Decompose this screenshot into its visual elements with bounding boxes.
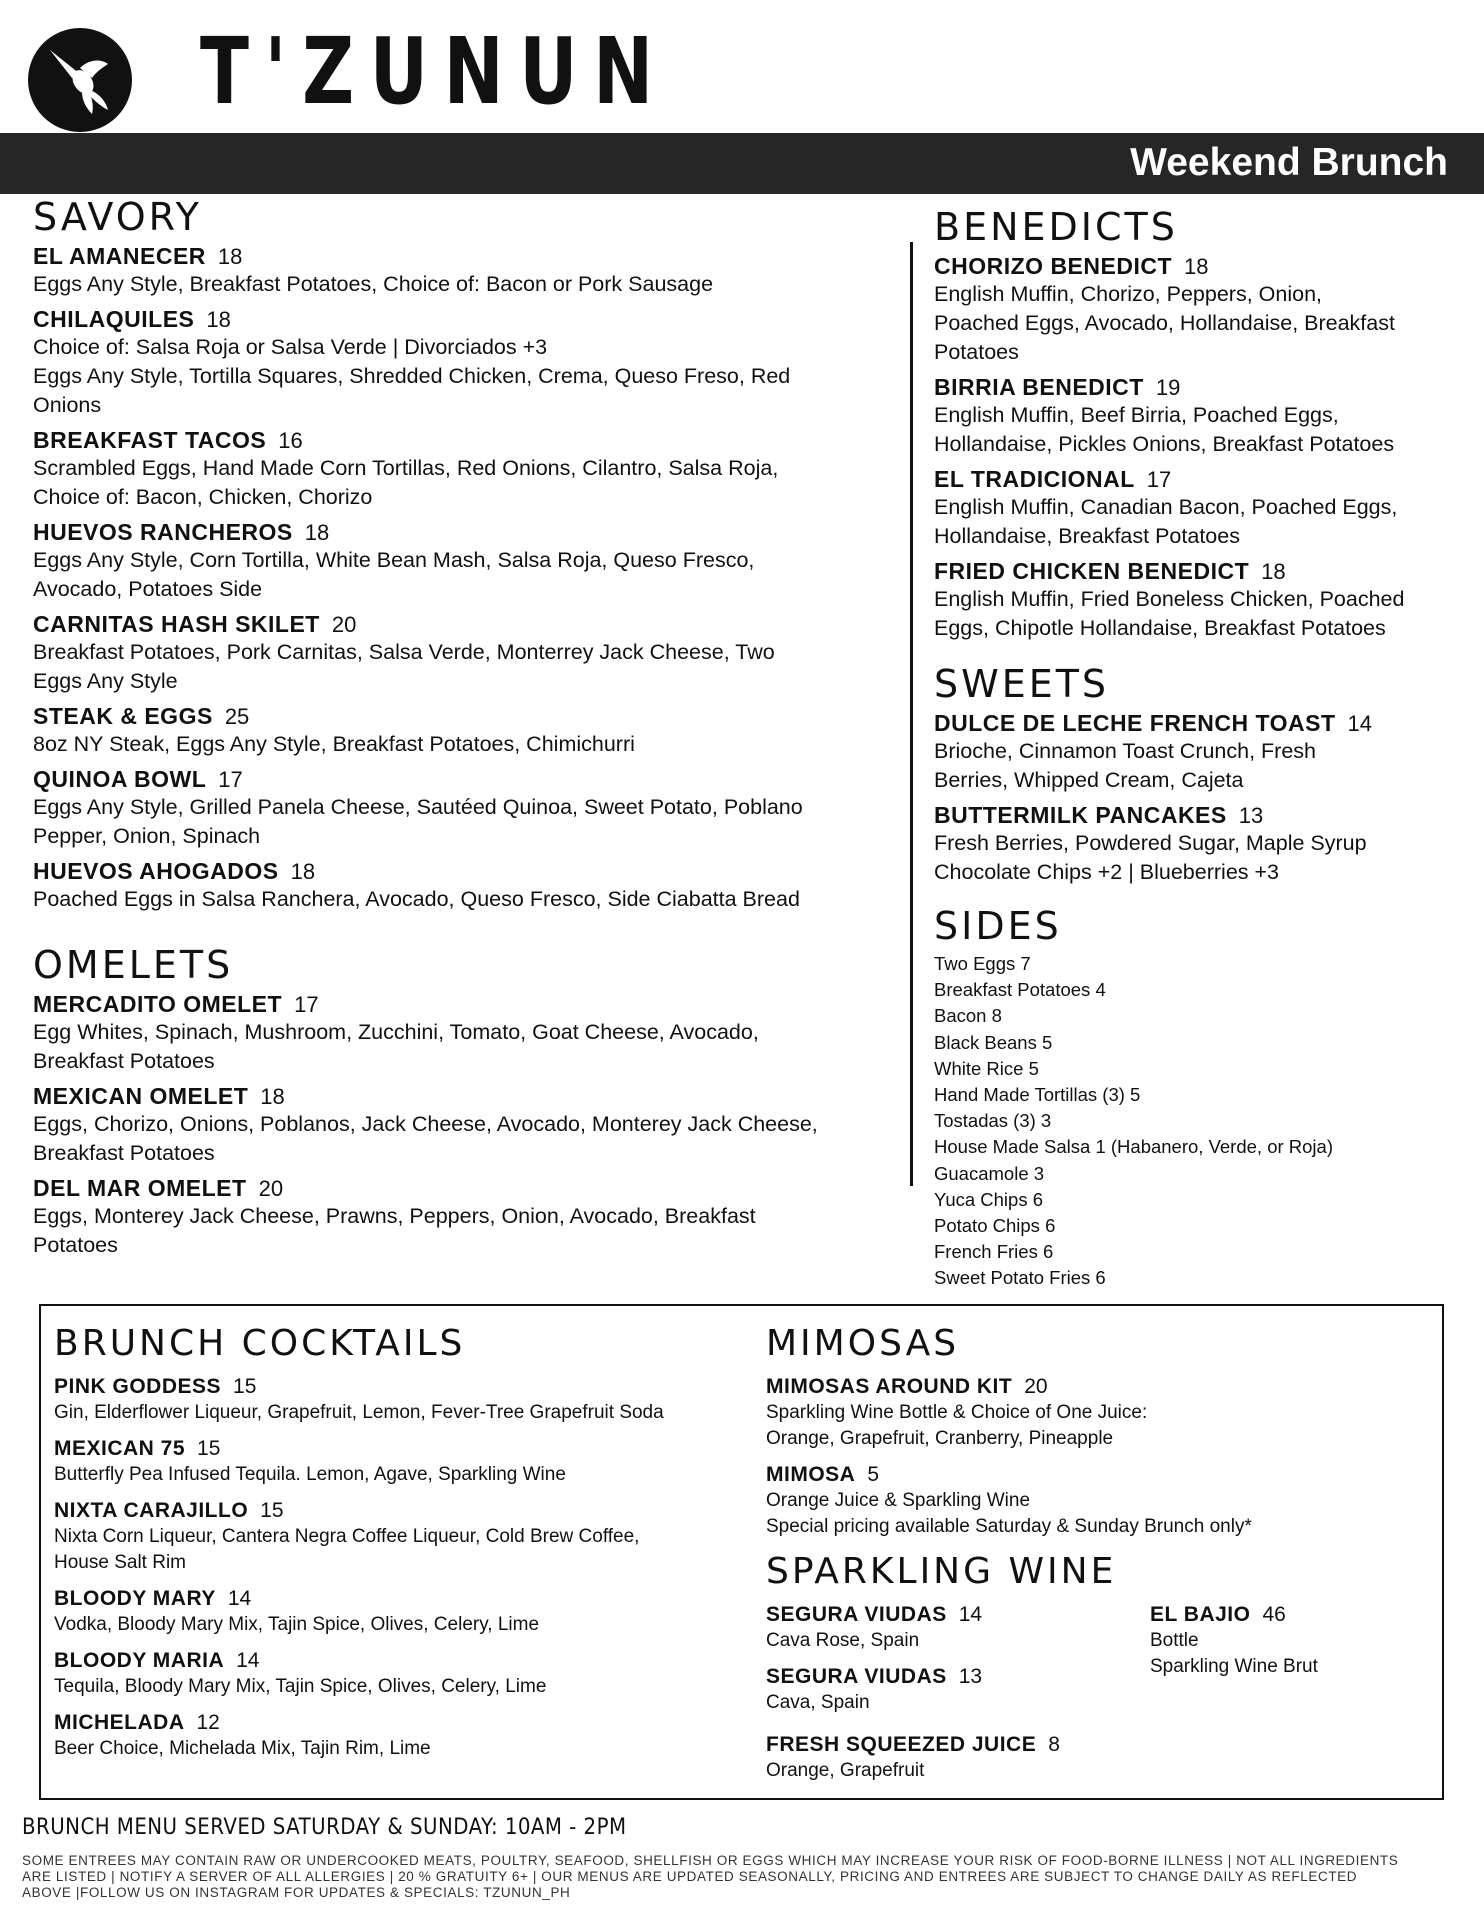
- menu-item: [766, 1462, 1426, 1540]
- menu-item: [54, 1498, 754, 1576]
- menu-item-price: 19: [1155, 375, 1181, 400]
- menu-item-price: 8: [1048, 1733, 1060, 1756]
- menu-item-description: Orange, Grapefruit, Cranberry, Pineapple: [766, 1428, 1114, 1449]
- menu-item: [33, 765, 903, 851]
- menu-item: [33, 518, 903, 604]
- menu-item: [33, 610, 903, 696]
- menu-item-price: 13: [958, 1665, 983, 1688]
- menu-item-header: [1150, 1602, 1410, 1628]
- menu-item-name: MEXICAN 75: [54, 1437, 186, 1460]
- sparkling-left-list: [766, 1602, 1150, 1726]
- menu-item-description: Choice of: Bacon, Chicken, Chorizo: [33, 485, 373, 509]
- side-item: Black Beans 5: [934, 1031, 1053, 1053]
- right-column: [934, 206, 1474, 1292]
- menu-item: [934, 252, 1474, 367]
- menu-item-name: HUEVOS RANCHEROS: [33, 519, 293, 545]
- menu-item-name: FRESH SQUEEZED JUICE: [766, 1733, 1037, 1756]
- menu-item: [766, 1602, 1150, 1654]
- menu-item: [33, 990, 903, 1076]
- menu-item-description: Sparkling Wine Brut: [1150, 1656, 1318, 1677]
- menu-item-description: Hollandaise, Pickles Onions, Breakfast Potatoes: [934, 432, 1395, 456]
- menu-item-description: Orange, Grapefruit: [766, 1760, 925, 1781]
- menu-item-name: BREAKFAST TACOS: [33, 427, 267, 453]
- menu-item: [934, 709, 1474, 795]
- menu-item-description: English Muffin, Canadian Bacon, Poached Eggs,: [934, 495, 1398, 519]
- menu-item-price: 18: [217, 244, 243, 269]
- menu-item-price: 20: [331, 612, 357, 637]
- menu-item: [33, 242, 903, 299]
- menu-item-description: Hollandaise, Breakfast Potatoes: [934, 524, 1240, 548]
- menu-item-name: FRIED CHICKEN BENEDICT: [934, 558, 1250, 584]
- menu-item-header: [766, 1462, 1426, 1488]
- menu-item-price: 18: [290, 859, 316, 884]
- side-item: House Made Salsa 1 (Habanero, Verde, or Roja): [934, 1136, 1333, 1158]
- menu-item-header: [766, 1732, 1426, 1758]
- menu-item-name: QUINOA BOWL: [33, 766, 207, 792]
- menu-item-description: Gin, Elderflower Liqueur, Grapefruit, Lemon, Fever-Tree Grapefruit Soda: [54, 1402, 664, 1423]
- menu-item-description: English Muffin, Beef Birria, Poached Eggs,: [934, 403, 1339, 427]
- menu-item-name: BLOODY MARIA: [54, 1649, 225, 1672]
- side-item: Tostadas (3) 3: [934, 1110, 1052, 1132]
- menu-item-name: CHILAQUILES: [33, 306, 195, 332]
- menu-item-name: MIMOSAS AROUND KIT: [766, 1375, 1013, 1398]
- fine-print-line: SOME ENTREES MAY CONTAIN RAW OR UNDERCOOKED MEATS, POULTRY, SEAFOOD, SHELLFISH OR EGGS WHICH MAY INCREASE YOUR RISK OF FOOD-BORNE ILLNESS | NOT ALL INGREDIENTS: [22, 1853, 1399, 1868]
- section-title-savory: SAVORY: [33, 195, 202, 239]
- menu-item-header: [33, 857, 903, 885]
- menu-item: [54, 1710, 754, 1762]
- menu-item: [33, 702, 903, 759]
- menu-item-header: [54, 1498, 754, 1524]
- menu-item: [766, 1374, 1426, 1452]
- menu-item-description: Beer Choice, Michelada Mix, Tajin Rim, Lime: [54, 1738, 431, 1759]
- menu-item-header: [33, 305, 903, 333]
- wine-column: [766, 1322, 1426, 1784]
- section-title-benedicts: BENEDICTS: [934, 205, 1178, 249]
- menu-item-price: 14: [227, 1587, 252, 1610]
- column-divider: [910, 242, 913, 1186]
- menu-item-price: 18: [260, 1084, 285, 1109]
- menu-item-description: Eggs Any Style, Grilled Panela Cheese, Sautéed Quinoa, Sweet Potato, Poblano: [33, 795, 803, 819]
- menu-item-header: [33, 426, 903, 454]
- menu-item-description: Sparkling Wine Bottle & Choice of One Juice:: [766, 1402, 1148, 1423]
- menu-item-header: [934, 465, 1474, 493]
- savory-list: [33, 242, 903, 914]
- menu-item-name: CHORIZO BENEDICT: [934, 253, 1172, 279]
- fine-print-line: ARE LISTED | NOTIFY A SERVER OF ALL ALLERGIES | 20 % GRATUITY 6+ | OUR MENUS ARE UPDATED SEASONALLY, PRICING AND ENTREES ARE SUBJECT TO CHANGE DAILY AS REFLECTED: [22, 1869, 1358, 1884]
- menu-item-price: 25: [224, 704, 250, 729]
- menu-item-description: Breakfast Potatoes, Pork Carnitas, Salsa Verde, Monterrey Jack Cheese, Two: [33, 640, 775, 664]
- menu-item: [33, 1174, 903, 1260]
- sides-list: [934, 951, 1474, 1292]
- benedicts-list: [934, 252, 1474, 643]
- section-title-cocktails: BRUNCH COCKTAILS: [54, 1323, 466, 1364]
- menu-item-price: 15: [233, 1375, 257, 1398]
- side-item: Two Eggs 7: [934, 953, 1031, 974]
- juice-item: [766, 1732, 1426, 1784]
- menu-item: [934, 465, 1474, 551]
- menu-item-name: HUEVOS AHOGADOS: [33, 858, 279, 884]
- sweets-list: [934, 709, 1474, 887]
- menu-title: Weekend Brunch: [1130, 141, 1448, 184]
- menu-item-description: Choice of: Salsa Roja or Salsa Verde | Divorciados +3: [33, 335, 548, 359]
- menu-item-header: [54, 1710, 754, 1736]
- menu-item-header: [33, 518, 903, 546]
- menu-item-description: Fresh Berries, Powdered Sugar, Maple Syrup: [934, 831, 1367, 855]
- menu-item-header: [934, 801, 1474, 829]
- menu-item-name: STEAK & EGGS: [33, 703, 213, 729]
- menu-item-description: Eggs Any Style, Breakfast Potatoes, Choice of: Bacon or Pork Sausage: [33, 272, 714, 296]
- menu-item-header: [33, 610, 903, 638]
- menu-item-price: 14: [236, 1649, 260, 1672]
- menu-item-price: 17: [1146, 467, 1172, 492]
- menu-item-description: Eggs Any Style, Tortilla Squares, Shredded Chicken, Crema, Queso Freso, Red: [33, 364, 791, 388]
- menu-item-description: House Salt Rim: [54, 1552, 186, 1573]
- menu-item: [54, 1436, 754, 1488]
- menu-item: [33, 305, 903, 420]
- menu-item: [54, 1586, 754, 1638]
- menu-item-description: Nixta Corn Liqueur, Cantera Negra Coffee Liqueur, Cold Brew Coffee,: [54, 1526, 640, 1547]
- menu-item-price: 5: [867, 1463, 880, 1486]
- menu-item-name: EL TRADICIONAL: [934, 466, 1135, 492]
- brand-name: T'ZUNUN: [200, 18, 669, 125]
- menu-item: [33, 1082, 903, 1168]
- menu-item-header: [33, 765, 903, 793]
- menu-item-name: BLOODY MARY: [54, 1587, 216, 1610]
- menu-item-price: 17: [218, 767, 243, 792]
- menu-item: [33, 426, 903, 512]
- menu-item: [54, 1374, 754, 1426]
- menu-item-header: [54, 1436, 754, 1462]
- menu-item-description: Tequila, Bloody Mary Mix, Tajin Spice, Olives, Celery, Lime: [54, 1676, 547, 1697]
- menu-item-description: Eggs, Chorizo, Onions, Poblanos, Jack Cheese, Avocado, Monterey Jack Cheese,: [33, 1112, 818, 1136]
- menu-item-description: Eggs, Monterey Jack Cheese, Prawns, Peppers, Onion, Avocado, Breakfast: [33, 1204, 756, 1228]
- fine-print-line: ABOVE |FOLLOW US ON INSTAGRAM FOR UPDATES & SPECIALS: TZUNUN_PH: [22, 1885, 571, 1900]
- menu-item-name: NIXTA CARAJILLO: [54, 1499, 249, 1522]
- menu-item: [33, 857, 903, 914]
- menu-item-header: [766, 1374, 1426, 1400]
- menu-item-price: 13: [1238, 803, 1264, 828]
- sparkling-right-list: [1150, 1602, 1410, 1726]
- menu-item-description: Eggs, Chipotle Hollandaise, Breakfast Potatoes: [934, 616, 1386, 640]
- menu-item-description: Breakfast Potatoes: [33, 1049, 215, 1073]
- menu-item-description: Cava, Spain: [766, 1692, 870, 1713]
- side-item: Potato Chips 6: [934, 1215, 1056, 1237]
- menu-item-price: 46: [1262, 1603, 1286, 1626]
- section-title-sparkling: SPARKLING WINE: [766, 1551, 1117, 1592]
- serving-hours: BRUNCH MENU SERVED SATURDAY & SUNDAY: 10AM - 2PM: [22, 1815, 627, 1840]
- menu-item-price: 18: [206, 307, 231, 332]
- menu-item-price: 14: [1347, 711, 1373, 736]
- menu-item-header: [934, 373, 1474, 401]
- menu-item-price: 18: [1261, 559, 1286, 584]
- menu-item-description: Butterfly Pea Infused Tequila. Lemon, Agave, Sparkling Wine: [54, 1464, 566, 1485]
- menu-item-name: EL AMANECER: [33, 243, 206, 269]
- menu-item-price: 17: [294, 992, 319, 1017]
- menu-item-name: EL BAJIO: [1150, 1603, 1251, 1626]
- menu-item-header: [54, 1586, 754, 1612]
- menu-item-description: Potatoes: [934, 340, 1019, 364]
- menu-item-description: English Muffin, Chorizo, Peppers, Onion,: [934, 282, 1322, 306]
- mimosas-list: [766, 1374, 1426, 1540]
- menu-item-header: [33, 702, 903, 730]
- side-item: Bacon 8: [934, 1005, 1002, 1027]
- menu-item-price: 20: [258, 1176, 284, 1201]
- side-item: Guacamole 3: [934, 1162, 1045, 1184]
- menu-item-header: [54, 1374, 754, 1400]
- side-item: Sweet Potato Fries 6: [934, 1267, 1106, 1289]
- menu-item-name: SEGURA VIUDAS: [766, 1665, 947, 1688]
- menu-item-price: 16: [278, 428, 303, 453]
- menu-item-description: Egg Whites, Spinach, Mushroom, Zucchini, Tomato, Goat Cheese, Avocado,: [33, 1020, 759, 1044]
- menu-item-name: CARNITAS HASH SKILET: [33, 611, 320, 637]
- menu-item: [934, 557, 1474, 643]
- side-item: Breakfast Potatoes 4: [934, 979, 1106, 1001]
- menu-item: [934, 801, 1474, 887]
- menu-item: [934, 373, 1474, 459]
- cocktails-list: [54, 1374, 754, 1762]
- menu-item-description: Poached Eggs, Avocado, Hollandaise, Breakfast: [934, 311, 1395, 335]
- menu-item: [54, 1648, 754, 1700]
- sparkling-grid: [766, 1602, 1426, 1726]
- section-title-sides: SIDES: [934, 904, 1062, 948]
- menu-item-description: Potatoes: [33, 1233, 118, 1257]
- menu-item-description: English Muffin, Fried Boneless Chicken, Poached: [934, 587, 1405, 611]
- menu-item-description: Vodka, Bloody Mary Mix, Tajin Spice, Olives, Celery, Lime: [54, 1614, 540, 1635]
- left-column: [33, 196, 903, 1266]
- menu-item-name: SEGURA VIUDAS: [766, 1603, 947, 1626]
- menu-item-description: Brioche, Cinnamon Toast Crunch, Fresh: [934, 739, 1317, 763]
- menu-item-header: [934, 557, 1474, 585]
- menu-item-name: MICHELADA: [54, 1711, 185, 1734]
- logo: [28, 28, 132, 132]
- menu-item-header: [33, 242, 903, 270]
- menu-item-price: 15: [260, 1499, 284, 1522]
- menu-item-header: [33, 1174, 903, 1202]
- menu-item-description: 8oz NY Steak, Eggs Any Style, Breakfast Potatoes, Chimichurri: [33, 732, 635, 756]
- menu-item-description: Pepper, Onion, Spinach: [33, 824, 261, 848]
- menu-item-price: 15: [197, 1437, 221, 1460]
- side-item: Hand Made Tortillas (3) 5: [934, 1084, 1141, 1106]
- menu-item-description: Poached Eggs in Salsa Ranchera, Avocado, Queso Fresco, Side Ciabatta Bread: [33, 887, 800, 911]
- menu-item-price: 20: [1024, 1375, 1048, 1398]
- menu-item-description: Eggs Any Style, Corn Tortilla, White Bean Mash, Salsa Roja, Queso Fresco,: [33, 548, 755, 572]
- menu-item-name: BUTTERMILK PANCAKES: [934, 802, 1227, 828]
- menu-item-header: [766, 1664, 1150, 1690]
- hummingbird-icon: [28, 28, 132, 132]
- menu-item-name: BIRRIA BENEDICT: [934, 374, 1144, 400]
- menu-item-description: Onions: [33, 393, 102, 417]
- menu-item-price: 14: [958, 1603, 983, 1626]
- menu-item: [1150, 1602, 1410, 1680]
- section-title-sweets: SWEETS: [934, 662, 1110, 706]
- menu-item-price: 12: [196, 1711, 220, 1734]
- menu-item-name: PINK GODDESS: [54, 1375, 222, 1398]
- menu-item-header: [33, 1082, 903, 1110]
- section-title-omelets: OMELETS: [33, 943, 234, 987]
- menu-item-name: MERCADITO OMELET: [33, 991, 283, 1017]
- menu-item-name: MIMOSA: [766, 1463, 856, 1486]
- menu-item-header: [33, 990, 903, 1018]
- side-item: French Fries 6: [934, 1241, 1054, 1263]
- omelets-list: [33, 990, 903, 1260]
- section-title-mimosas: MIMOSAS: [766, 1323, 960, 1364]
- menu-item-description: Cava Rose, Spain: [766, 1630, 920, 1651]
- menu-item-header: [766, 1602, 1150, 1628]
- menu-item-price: 18: [304, 520, 330, 545]
- menu-item-name: DULCE DE LECHE FRENCH TOAST: [934, 710, 1336, 736]
- menu-item-name: MEXICAN OMELET: [33, 1083, 249, 1109]
- menu-item-description: Eggs Any Style: [33, 669, 178, 693]
- menu-item-description: Scrambled Eggs, Hand Made Corn Tortillas, Red Onions, Cilantro, Salsa Roja,: [33, 456, 779, 480]
- side-item: Yuca Chips 6: [934, 1188, 1044, 1210]
- fine-print: [22, 1853, 1462, 1901]
- side-item: White Rice 5: [934, 1057, 1039, 1079]
- menu-item-description: Avocado, Potatoes Side: [33, 577, 263, 601]
- menu-item-header: [934, 709, 1474, 737]
- cocktails-column: [54, 1322, 754, 1772]
- menu-item-description: Special pricing available Saturday & Sunday Brunch only*: [766, 1516, 1252, 1537]
- menu-item: [766, 1664, 1150, 1716]
- menu-item-description: Breakfast Potatoes: [33, 1141, 215, 1165]
- menu-item-price: 18: [1184, 254, 1209, 279]
- menu-item-description: Berries, Whipped Cream, Cajeta: [934, 768, 1244, 792]
- menu-item-name: DEL MAR OMELET: [33, 1175, 247, 1201]
- menu-item-description: Orange Juice & Sparkling Wine: [766, 1490, 1031, 1511]
- menu-item-header: [934, 252, 1474, 280]
- menu-item-description: Chocolate Chips +2 | Blueberries +3: [934, 860, 1280, 884]
- menu-item-header: [54, 1648, 754, 1674]
- menu-item-description: Bottle: [1150, 1630, 1199, 1651]
